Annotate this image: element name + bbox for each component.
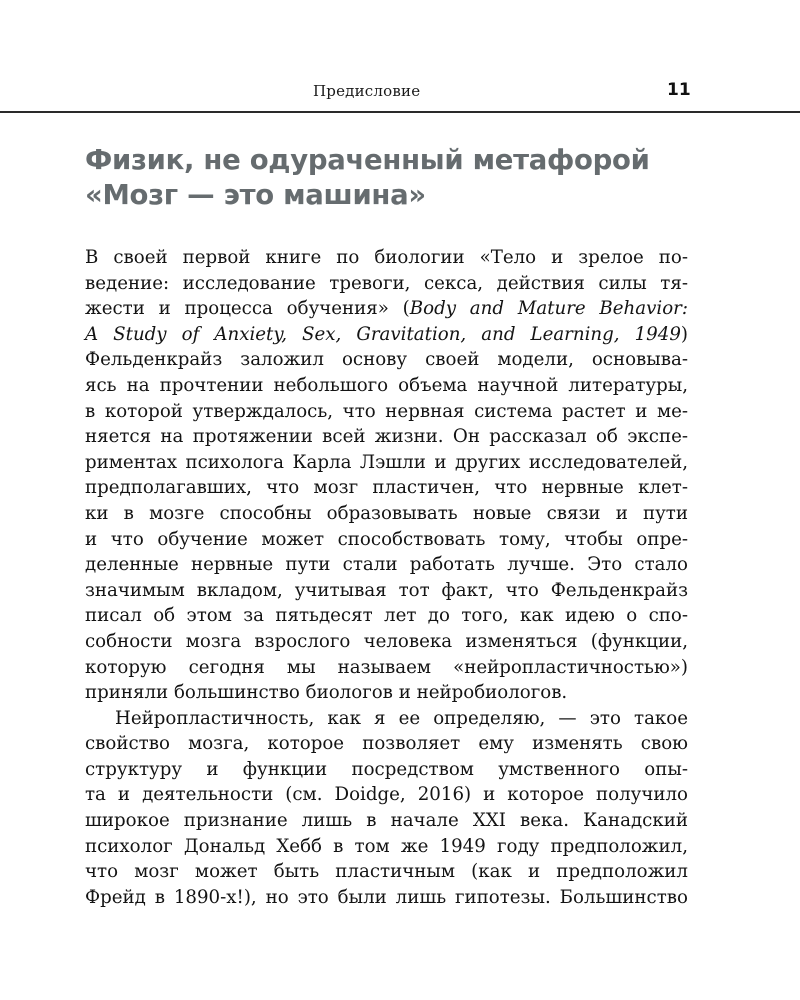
text-line: В своей первой книге по биологии «Тело и зрелое по-	[85, 247, 688, 268]
book-year-italic: , 1949	[613, 323, 681, 345]
text-run: )	[680, 323, 689, 345]
text-line	[85, 296, 688, 322]
text-line: что мозг может быть пластичным (как и предположил	[85, 861, 688, 883]
text-line: ки в мозге способны образовывать новые связи и пути	[85, 502, 688, 524]
text-line: Фельденкрайз заложил основу своей модели, основыва-	[85, 349, 688, 371]
section-heading-line-2: «Мозг — это машина»	[85, 179, 426, 211]
text-line: деленные нервные пути стали работать лучше. Это стало	[85, 554, 688, 576]
text-line: ясь на прочтении небольшого объема научной литературы,	[85, 374, 688, 396]
page-number: 11	[667, 80, 691, 100]
text-line	[85, 322, 688, 348]
header-rule	[0, 111, 800, 113]
body-text	[85, 245, 688, 910]
text-line: и что обучение может способствовать тому, чтобы опре-	[85, 528, 688, 550]
text-line: значимым вкладом, учитывая тот факт, что Фельденкрайз	[85, 579, 688, 601]
running-head	[0, 78, 800, 114]
paragraph-1	[85, 245, 688, 706]
text-line: в которой утверждалось, что нервная система растет и ме-	[85, 400, 688, 422]
text-line: предполагавших, что мозг пластичен, что нервные клет-	[85, 477, 688, 499]
section-heading	[85, 143, 725, 213]
text-line: Фрейд в 1890-х!), но это были лишь гипотезы. Большинство	[85, 886, 688, 908]
text-line: которую сегодня мы называем «нейропластичностью»)	[85, 656, 688, 678]
text-line: ведение: исследование тревоги, секса, действия силы тя-	[85, 272, 688, 294]
running-title: Предисловие	[313, 82, 421, 100]
text-run: жести и процесса обучения» (	[85, 298, 410, 320]
text-line: та и деятельности (см. Doidge, 2016) и которое получило	[85, 784, 688, 806]
section-heading-line-1: Физик, не одураченный метафорой	[85, 144, 650, 176]
text-line: писал об этом за пятьдесят лет до того, как идею о спо-	[85, 605, 688, 627]
text-line: риментах психолога Карла Лэшли и других исследователей,	[85, 451, 688, 473]
text-line: структуру и функции посредством умственного опы-	[85, 758, 688, 780]
text-line: Нейропластичность, как я ее определяю, — это такое	[115, 707, 688, 729]
text-line: собности мозга взрослого человека изменяться (функции,	[85, 630, 688, 652]
text-line: свойство мозга, которое позволяет ему изменять свою	[85, 733, 688, 755]
book-title-italic: A Study of Anxiety, Sex, Gravitation, and Learning	[85, 323, 614, 345]
text-line: приняли большинство биологов и нейробиологов.	[85, 682, 568, 704]
book-title-italic: Body and Mature Behavior:	[409, 298, 688, 320]
text-line: широкое признание лишь в начале XXI века. Канадский	[85, 810, 688, 832]
text-line: няется на протяжении всей жизни. Он рассказал об экспе-	[85, 426, 688, 448]
text-line: психолог Дональд Хебб в том же 1949 году предположил,	[85, 835, 688, 857]
paragraph-2	[85, 706, 688, 911]
